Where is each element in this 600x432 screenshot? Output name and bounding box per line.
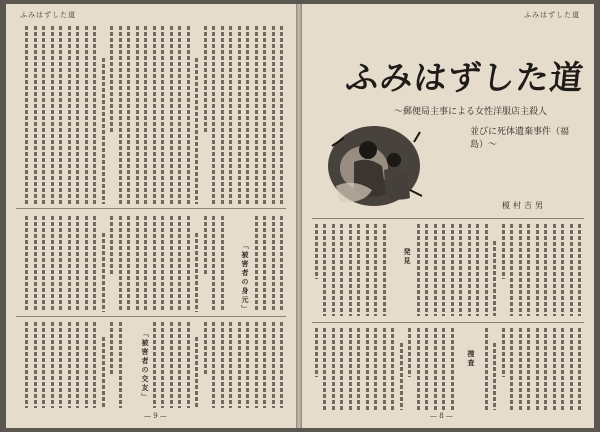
text-column bbox=[76, 26, 79, 204]
text-column bbox=[315, 224, 318, 279]
text-column bbox=[161, 322, 164, 408]
text-column bbox=[212, 26, 215, 204]
text-column bbox=[161, 216, 164, 312]
text-column bbox=[229, 26, 232, 204]
text-column bbox=[332, 328, 335, 410]
text-column bbox=[93, 26, 96, 204]
text-column bbox=[553, 328, 556, 410]
divider-left-1 bbox=[16, 208, 286, 209]
text-block-right-middle bbox=[314, 224, 584, 316]
text-column bbox=[144, 26, 147, 204]
text-column bbox=[102, 337, 105, 408]
text-column bbox=[34, 216, 37, 312]
text-column bbox=[93, 322, 96, 408]
text-column bbox=[221, 216, 224, 312]
text-column bbox=[263, 26, 266, 204]
text-column bbox=[493, 343, 496, 410]
text-column bbox=[332, 224, 335, 316]
text-column bbox=[561, 224, 564, 316]
text-column bbox=[68, 26, 71, 204]
text-column bbox=[127, 216, 130, 312]
text-column bbox=[383, 224, 386, 316]
text-column bbox=[280, 322, 283, 408]
section-heading-right-a: 発見 bbox=[403, 248, 412, 266]
text-column bbox=[76, 216, 79, 312]
text-column bbox=[340, 328, 343, 410]
text-column bbox=[493, 241, 496, 316]
text-column bbox=[119, 216, 122, 312]
text-column bbox=[434, 224, 437, 316]
divider-right-2 bbox=[312, 322, 584, 323]
text-column bbox=[68, 216, 71, 312]
text-column bbox=[349, 328, 352, 410]
text-column bbox=[136, 26, 139, 204]
text-column bbox=[68, 322, 71, 408]
text-column bbox=[255, 322, 258, 408]
text-column bbox=[323, 328, 326, 410]
text-column bbox=[144, 216, 147, 312]
text-column bbox=[468, 224, 471, 316]
text-column bbox=[195, 233, 198, 312]
text-column bbox=[187, 26, 190, 204]
text-column bbox=[153, 26, 156, 204]
text-column bbox=[238, 26, 241, 204]
text-column bbox=[366, 328, 369, 410]
text-column bbox=[178, 216, 181, 312]
text-column bbox=[366, 224, 369, 316]
text-column bbox=[255, 216, 258, 312]
text-column bbox=[272, 26, 275, 204]
text-column bbox=[187, 216, 190, 312]
text-column bbox=[315, 328, 318, 377]
text-column bbox=[425, 224, 428, 316]
text-column bbox=[34, 26, 37, 204]
text-column bbox=[459, 224, 462, 316]
text-column bbox=[119, 26, 122, 204]
text-column bbox=[263, 216, 266, 312]
running-head-right: ふみはずした道 bbox=[524, 11, 580, 19]
text-column bbox=[25, 322, 28, 408]
text-column bbox=[570, 328, 573, 410]
text-column bbox=[510, 224, 513, 316]
text-column bbox=[153, 216, 156, 312]
text-column bbox=[255, 26, 258, 204]
text-column bbox=[195, 58, 198, 204]
text-column bbox=[85, 216, 88, 312]
text-column bbox=[561, 328, 564, 410]
text-column bbox=[391, 328, 394, 410]
text-column bbox=[76, 322, 79, 408]
text-column bbox=[212, 322, 215, 408]
article-subtitle-line1: 〜郵便局主事による女性洋服店主殺人 bbox=[394, 107, 548, 117]
text-column bbox=[34, 322, 37, 408]
text-column bbox=[110, 322, 113, 374]
section-heading-left-a: 「被害者の身元」 bbox=[241, 242, 250, 314]
running-head-left: ふみはずした道 bbox=[20, 11, 76, 19]
text-column bbox=[578, 328, 581, 410]
text-column bbox=[187, 322, 190, 408]
text-column bbox=[127, 26, 130, 204]
text-column bbox=[536, 328, 539, 410]
article-author: 榎村吉男 bbox=[502, 201, 546, 210]
text-column bbox=[263, 322, 266, 408]
text-column bbox=[110, 216, 113, 274]
text-column bbox=[25, 216, 28, 312]
text-column bbox=[238, 322, 241, 408]
text-column bbox=[221, 322, 224, 408]
text-column bbox=[161, 26, 164, 204]
text-column bbox=[519, 328, 522, 410]
text-column bbox=[85, 322, 88, 408]
text-column bbox=[280, 26, 283, 204]
section-heading-left-b: 「被害者の交友」 bbox=[141, 330, 150, 402]
text-block-right-lower bbox=[314, 328, 584, 410]
text-column bbox=[136, 216, 139, 312]
text-column bbox=[93, 216, 96, 312]
text-column bbox=[502, 224, 505, 279]
text-column bbox=[280, 216, 283, 312]
text-column bbox=[153, 322, 156, 408]
text-column bbox=[246, 26, 249, 204]
text-column bbox=[42, 322, 45, 408]
text-column bbox=[212, 216, 215, 312]
text-column bbox=[519, 224, 522, 316]
text-column bbox=[178, 322, 181, 408]
text-column bbox=[527, 224, 530, 316]
text-column bbox=[42, 26, 45, 204]
text-column bbox=[485, 328, 488, 410]
text-column bbox=[425, 328, 428, 410]
text-column bbox=[119, 322, 122, 408]
divider-right-1 bbox=[312, 218, 584, 219]
text-column bbox=[400, 343, 403, 410]
text-column bbox=[59, 26, 62, 204]
text-column bbox=[272, 322, 275, 408]
text-column bbox=[544, 224, 547, 316]
text-column bbox=[544, 328, 547, 410]
text-column bbox=[383, 328, 386, 410]
text-column bbox=[357, 224, 360, 316]
text-column bbox=[442, 328, 445, 410]
text-column bbox=[221, 26, 224, 204]
text-column bbox=[51, 26, 54, 204]
text-column bbox=[476, 224, 479, 316]
text-column bbox=[485, 224, 488, 316]
text-column bbox=[408, 328, 411, 377]
text-column bbox=[170, 26, 173, 204]
text-column bbox=[170, 322, 173, 408]
text-column bbox=[102, 58, 105, 204]
page-number-right: — 8 — bbox=[430, 412, 453, 420]
text-column bbox=[85, 26, 88, 204]
text-column bbox=[110, 26, 113, 133]
text-column bbox=[59, 216, 62, 312]
text-column bbox=[417, 224, 420, 316]
text-block-left-upper bbox=[18, 26, 286, 204]
page-right bbox=[302, 4, 594, 428]
text-column bbox=[59, 322, 62, 408]
text-column bbox=[204, 322, 207, 374]
article-subtitle-line2: 並びに死体遺棄事件（福島）〜 bbox=[470, 127, 570, 150]
text-column bbox=[340, 224, 343, 316]
text-column bbox=[51, 216, 54, 312]
text-column bbox=[442, 224, 445, 316]
text-column bbox=[553, 224, 556, 316]
text-column bbox=[374, 328, 377, 410]
text-column bbox=[510, 328, 513, 410]
text-column bbox=[170, 216, 173, 312]
text-column bbox=[246, 322, 249, 408]
text-column bbox=[434, 328, 437, 410]
text-column bbox=[417, 328, 420, 410]
text-column bbox=[349, 224, 352, 316]
text-block-left-lower bbox=[18, 322, 286, 408]
text-column bbox=[51, 322, 54, 408]
text-column bbox=[578, 224, 581, 316]
text-column bbox=[178, 26, 181, 204]
text-column bbox=[229, 322, 232, 408]
text-column bbox=[204, 216, 207, 274]
article-title: ふみはずした道 bbox=[343, 58, 586, 97]
text-column bbox=[323, 224, 326, 316]
text-column bbox=[374, 224, 377, 316]
text-column bbox=[25, 26, 28, 204]
text-column bbox=[195, 337, 198, 408]
text-column bbox=[536, 224, 539, 316]
text-column bbox=[42, 216, 45, 312]
text-column bbox=[527, 328, 530, 410]
page-number-left: — 9 — bbox=[144, 412, 167, 420]
text-column bbox=[272, 216, 275, 312]
text-column bbox=[357, 328, 360, 410]
page-left bbox=[6, 4, 296, 428]
text-column bbox=[451, 328, 454, 410]
text-column bbox=[502, 328, 505, 377]
section-heading-right-b: 捜査 bbox=[467, 350, 476, 368]
divider-left-2 bbox=[16, 316, 286, 317]
text-column bbox=[204, 26, 207, 133]
ink-illustration-figures bbox=[324, 116, 426, 212]
text-column bbox=[451, 224, 454, 316]
text-column bbox=[570, 224, 573, 316]
text-column bbox=[102, 233, 105, 312]
